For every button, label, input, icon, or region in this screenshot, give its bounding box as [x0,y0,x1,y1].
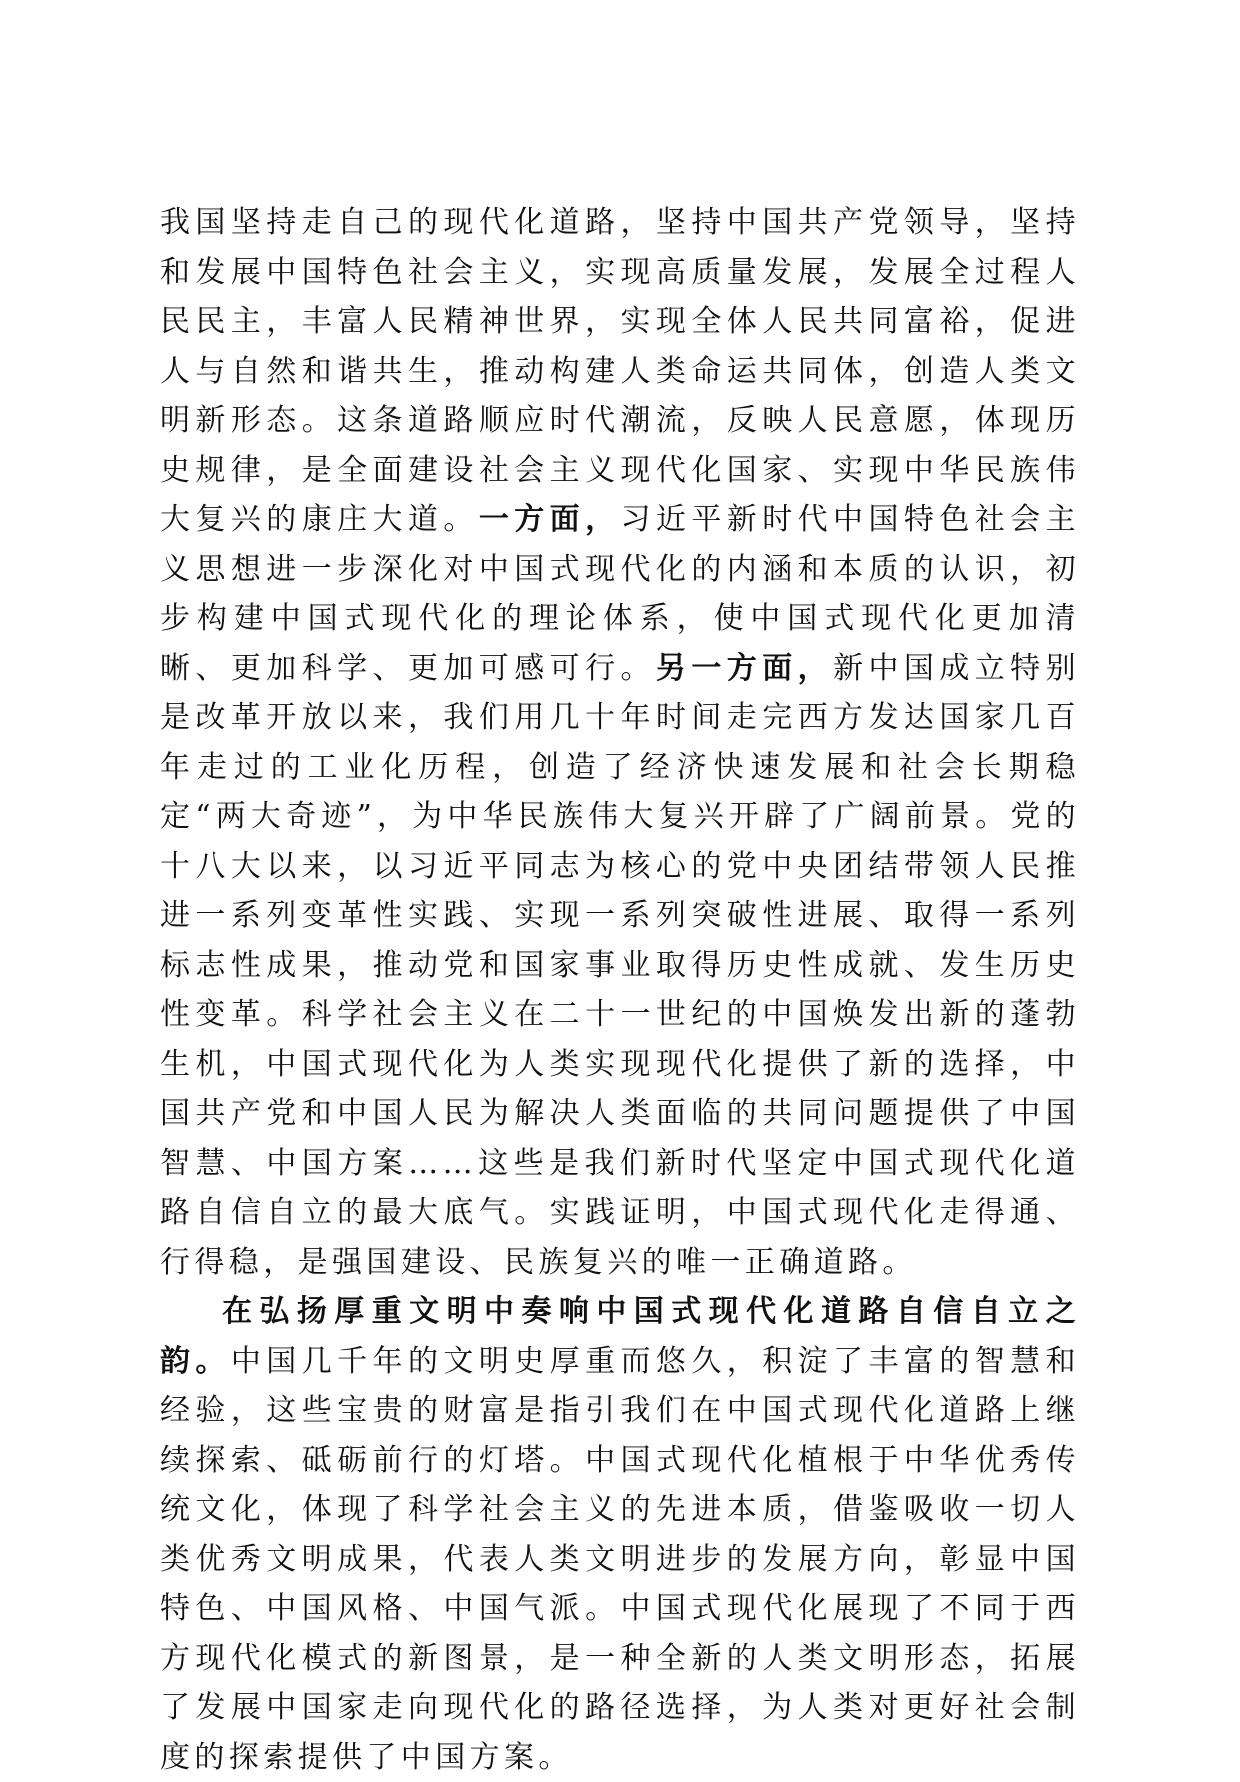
paragraph-civilization [160,1287,1080,1782]
paragraph1-opening: 我国坚持走自己的现代化道路，坚持中国共产党领导，坚持和发展中国特色社会主义，实现高质量发展，发展全过程人民民主，丰富人民精神世界，实现全体人民共同富裕，促进人与自然和谐共生，推动构建人类命运共同体，创造人类文明新形态。这条道路顺应时代潮流，反映人民意愿，体现历史规律，是全面建设社会主义现代化国家、实现中华民族伟大复兴的康庄大道。 [160,205,1080,537]
paragraph2-body: 中国几千年的文明史厚重而悠久，积淀了丰富的智慧和经验，这些宝贵的财富是指引我们在中国式现代化道路上继续探索、砥砺前行的灯塔。中国式现代化植根于中华优秀传统文化，体现了科学社会主义的先进本质，借鉴吸收一切人类优秀文明成果，代表人类文明进步的发展方向，彰显中国特色、中国风格、中国气派。中国式现代化展现了不同于西方现代化模式的新图景，是一种全新的人类文明形态，拓展了发展中国家走向现代化的路径选择，为人类对更好社会制度的探索提供了中国方案。 [160,1343,1080,1775]
document-page [160,198,1080,1782]
bold-lead-other-hand: 另一方面， [655,650,834,686]
paragraph1-closing: 新中国成立特别是改革开放以来，我们用几十年时间走完西方发达国家几百年走过的工业化历程，创造了经济快速发展和社会长期稳定“两大奇迹”，为中华民族伟大复兴开辟了广阔前景。党的十八大以来，以习近平同志为核心的党中央团结带领人民推进一系列变革性实践、实现一系列突破性进展、取得一系列标志性成果，推动党和国家事业取得历史性成就、发生历史性变革。科学社会主义在二十一世纪的中国焕发出新的蓬勃生机，中国式现代化为人类实现现代化提供了新的选择，中国共产党和中国人民为解决人类面临的共同问题提供了中国智慧、中国方案……这些是我们新时代坚定中国式现代化道路自信自立的最大底气。实践证明，中国式现代化走得通、行得稳，是强国建设、民族复兴的唯一正确道路。 [160,650,1081,1280]
paragraph1-middle: 习近平新时代中国特色社会主义思想进一步深化对中国式现代化的内涵和本质的认识，初步构建中国式现代化的理论体系，使中国式现代化更加清晰、更加科学、更加可感可行。 [160,502,1080,686]
paragraph-confidence-basis [160,198,1080,1287]
bold-lead-one-hand: 一方面， [478,502,621,537]
paragraph-heading: 在弘扬厚重文明中奏响中国式现代化道路自信自立之韵。 [160,1294,1080,1379]
